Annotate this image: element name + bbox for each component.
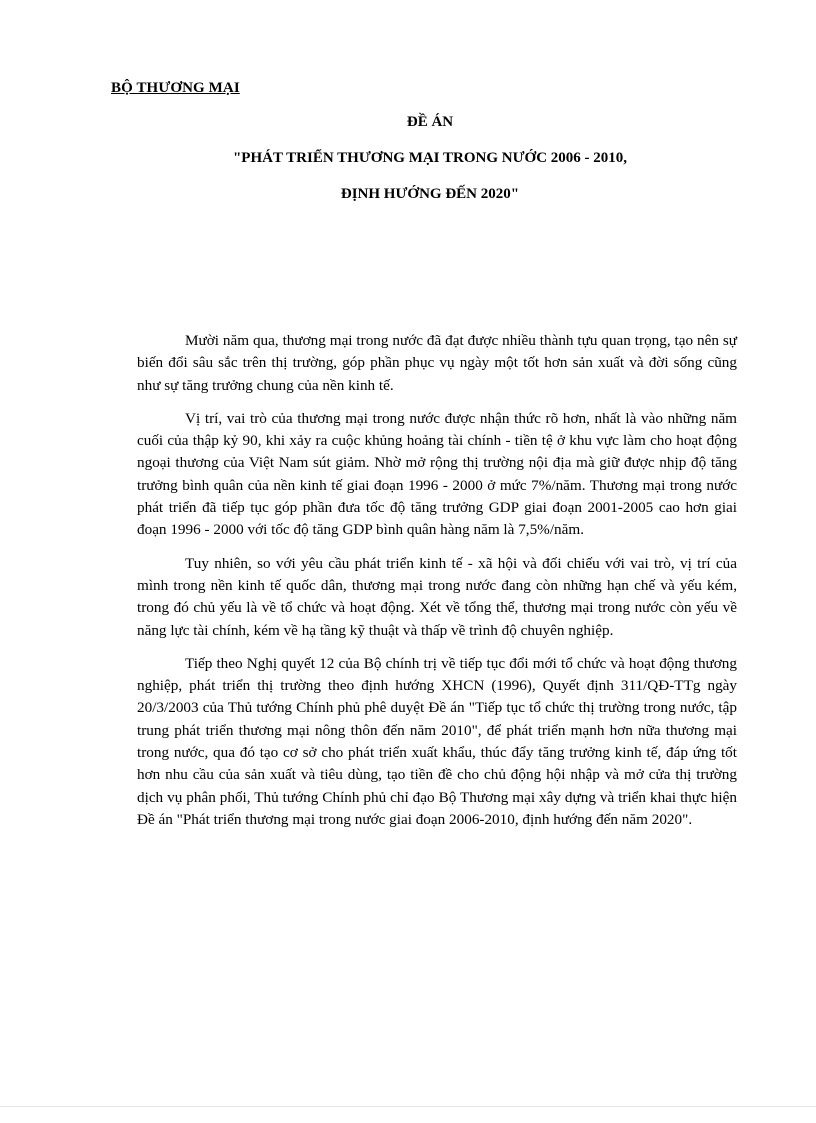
paragraph-limitations: Tuy nhiên, so với yêu cầu phát triển kinh tế - xã hội và đối chiếu với vai trò, vị trí của mình trong nền kinh tế quốc dân, thương mại trong nước đang còn những hạn chế và yếu kém, trong đó chủ yếu là về tổ chức và hoạt động. Xét về tổng thể, thương mại trong nước còn yếu về năng lực tài chính, kém về hạ tầng kỹ thuật và thấp về trình độ chuyên nghiệp. bbox=[137, 554, 737, 639]
paragraph-intro: Mười năm qua, thương mại trong nước đã đạt được nhiều thành tựu quan trọng, tạo nên sự biến đổi sâu sắc trên thị trường, góp phần phục vụ ngày một tốt hơn sản xuất và đời sống cũng như sự tăng trưởng chung của nền kinh tế. bbox=[137, 332, 737, 394]
document-title-label: ĐỀ ÁN bbox=[406, 114, 454, 130]
page-bottom-divider bbox=[0, 1106, 816, 1107]
paragraph-directive: Tiếp theo Nghị quyết 12 của Bộ chính trị về tiếp tục đổi mới tổ chức và hoạt động thương nghiệp, phát triển thị trường theo định hướng XHCN (1996), Quyết định 311/QĐ-TTg ngày 20/3/2003 của Thủ tướng Chính phủ phê duyệt Đề án "Tiếp tục tổ chức thị trường trong nước, tập trung phát triển thương mại nông thôn đến năm 2010", để phát triển mạnh hơn nữa thương mại trong nước, qua đó tạo cơ sở cho phát triển xuất khẩu, thúc đẩy tăng trưởng kinh tế, đáp ứng tốt hơn nhu cầu của sản xuất và tiêu dùng, tạo tiền đề cho chủ động hội nhập và mở cửa thị trường dịch vụ phân phối, Thủ tướng Chính phủ chỉ đạo Bộ Thương mại xây dựng và triển khai thực hiện Đề án "Phát triển thương mại trong nước giai đoạn 2006-2010, định hướng đến năm 2020". bbox=[137, 654, 737, 828]
document-title-line-1: "PHÁT TRIỂN THƯƠNG MẠI TRONG NƯỚC 2006 - 2010, bbox=[232, 150, 628, 166]
document-title-line-2: ĐỊNH HƯỚNG ĐẾN 2020" bbox=[340, 186, 520, 202]
document-body bbox=[137, 330, 737, 842]
ministry-header: BỘ THƯƠNG MẠI bbox=[111, 80, 240, 96]
paragraph-role: Vị trí, vai trò của thương mại trong nước được nhận thức rõ hơn, nhất là vào những năm cuối của thập kỷ 90, khi xảy ra cuộc khủng hoảng tài chính - tiền tệ ở khu vực làm cho hoạt động ngoại thương của Việt Nam sút giảm. Nhờ mở rộng thị trường nội địa mà giữ được nhịp độ tăng trưởng bình quân của nền kinh tế giai đoạn 1996 - 2000 ở mức 7%/năm. Thương mại trong nước phát triển đã tiếp tục góp phần đưa tốc độ tăng trưởng GDP giai đoạn 2001-2005 cao hơn giai đoạn 1996 - 2000 với tốc độ tăng GDP bình quân hàng năm là 7,5%/năm. bbox=[137, 409, 737, 539]
